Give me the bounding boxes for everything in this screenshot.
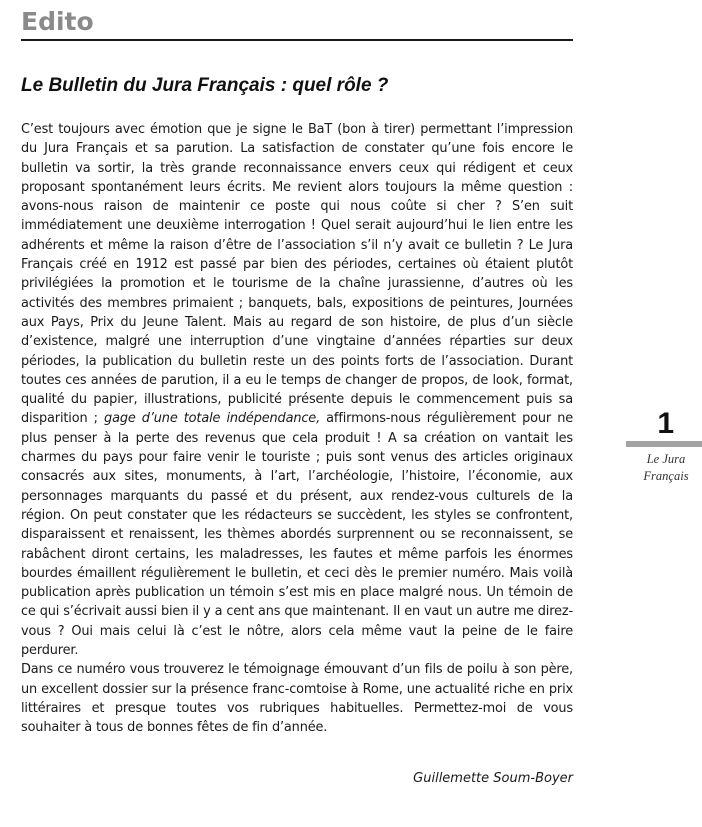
author-signature: Guillemette Soum-Boyer [413, 771, 573, 786]
article-paragraph-2: Dans ce numéro vous trouverez le témoignage émouvant d’un fils de poilu à son père, un excellent dossier sur la présence franc-comtoise à Rome, une actualité riche en prix littéraires et presque toutes vos rubriques habituelles. Permettez-moi de vous souhaiter à tous de bonnes fêtes de fin d’année. [21, 662, 573, 736]
caption-line-2: Français [643, 469, 689, 483]
article-body [21, 120, 573, 738]
article-title: Le Bulletin du Jura Français : quel rôle ? [21, 75, 389, 96]
page-number: 1 [657, 407, 674, 440]
caption-line-1: Le Jura [646, 452, 686, 466]
section-divider [21, 39, 573, 41]
article-paragraph-1 [21, 120, 573, 660]
page-marker-rule [626, 441, 702, 447]
publication-caption [626, 451, 702, 485]
section-title: Edito [21, 7, 94, 36]
paragraph-1-text-b: affirmons-nous régulièrement pour ne plus penser à la perte des revenus que cela produit ! A sa création on vantait les charmes du pays pour faire venir le touriste ; puis sont venus des articles originaux consacrés aux sites, monuments, à l’art, l’archéologie, l’histoire, l’économie, aux personnages marquants du passé et du présent, aux rendez-vous culturels de la région. On peut constater que les rédacteurs se succèdent, les styles se confrontent, disparaissent et renaissent, les thèmes abordés surprennent ou se reconnaissent, se rabâchent diront certains, les maladresses, les fautes et même parfois les énormes bourdes émaillent régulièrement le bulletin, et ceci dès le premier numéro. Mais voilà publication après publication un témoin s’est mis en place malgré nous. Un témoin de ce qui s’écrivait aussi bien il y a cent ans que maintenant. Il en vaut un autre me direz-vous ? Oui mais celui là c’est le nôtre, alors cela même vaut la peine de le faire perdurer. [21, 411, 573, 659]
paragraph-1-text-a: C’est toujours avec émotion que je signe le BaT (bon à tirer) permettant l’impression du Jura Français et sa parution. La satisfaction de constater qu’une fois encore le bulletin va sortir, la très grande reconnaissance envers ceux qui rédigent et ceux proposant spontanément leurs écrits. Me revient alors toujours la même question : avons-nous raison de maintenir ce poste qui nous coûte si cher ? S’en suit immédiatement une deuxième interrogation ! Quel serait aujourd’hui le lien entre les adhérents et même la raison d’être de l’association s’il n’y avait ce bulletin ? Le Jura Français créé en 1912 est passé par bien des périodes, certaines où étaient plutôt privilégiées la promotion et le tourisme de la chaîne jurassienne, d’autres où les activités des membres primaient ; banquets, bals, expositions de peintures, Journées aux Pays, Prix du Jeune Talent. Mais au regard de son histoire, de plus d’un siècle d’existence, malgré une interruption d’une vingtaine d’années réparties sur deux périodes, la publication du bulletin reste un des points forts de l’association. Durant toutes ces années de parution, il a eu le temps de changer de propos, de look, format, qualité du papier, illustrations, publicité présente depuis le commencement puis sa disparition ; [21, 122, 573, 427]
page-marker [626, 408, 702, 485]
paragraph-1-italic-phrase: gage d’une totale indépendance, [104, 411, 321, 427]
